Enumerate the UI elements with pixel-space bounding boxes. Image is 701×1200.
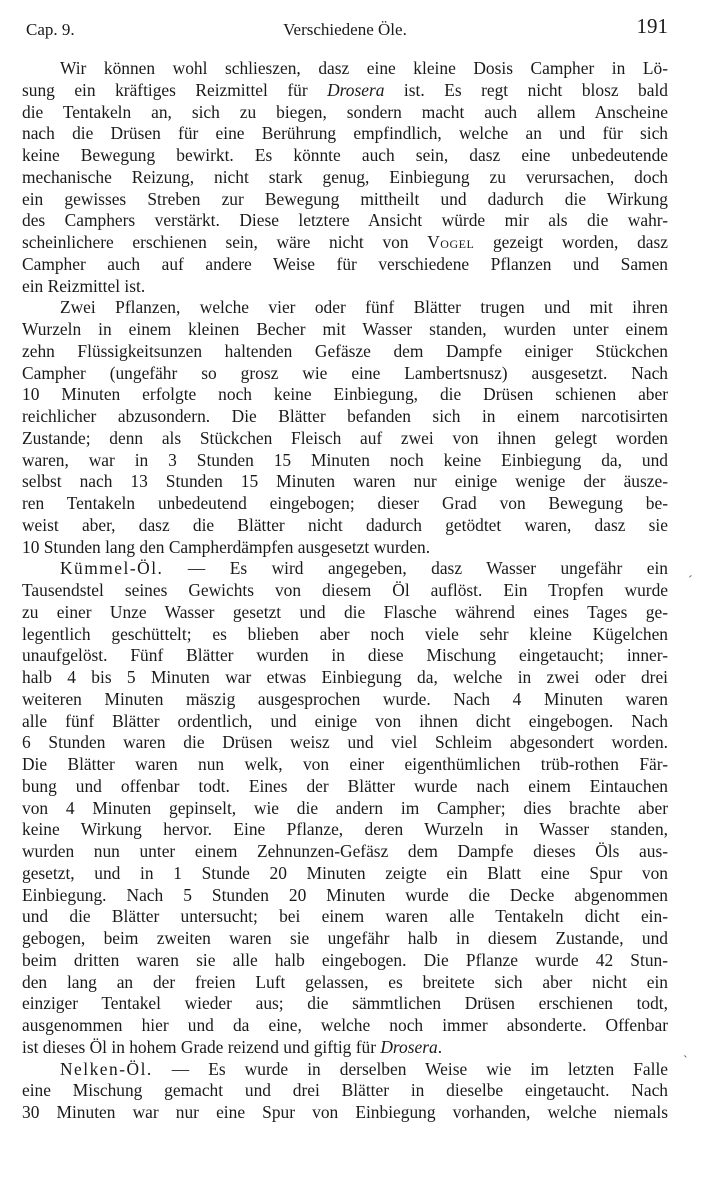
- page-number: 191: [636, 14, 668, 38]
- line-text: ist dieses Öl in hohem Grade reizend und giftig für Drosera.: [22, 1036, 443, 1057]
- margin-mark: ˋ: [683, 1054, 688, 1069]
- text-line: [22, 515, 668, 537]
- line-text: alle fünf Blätter ordentlich, und einige von ihnen dicht eingebogen. Nach: [22, 710, 668, 731]
- text-line: [22, 1015, 668, 1037]
- text-line: [22, 885, 668, 907]
- line-text: die Tentakeln an, sich zu biegen, sondern macht auch allem Anscheine: [22, 101, 668, 122]
- line-text: Die Blätter waren nun welk, von einer eigenthümlichen trüb-rothen Fär-: [22, 754, 668, 774]
- line-text: Wurzeln in einem kleinen Becher mit Wasser standen, wurden unter einem: [22, 319, 668, 339]
- text-line: [22, 276, 668, 298]
- line-text: Zwei Pflanzen, welche vier oder fünf Blätter trugen und mit ihren: [60, 297, 668, 318]
- line-text: — Es wurde in derselben Weise wie im letzten Falle: [152, 1058, 668, 1079]
- text-line: [22, 972, 668, 994]
- text-line: [22, 493, 668, 515]
- text-line: [22, 363, 668, 385]
- text-line: [22, 602, 668, 624]
- line-text: bung und offenbar todt. Eines der Blätter wurde nach einem Eintauchen: [22, 775, 668, 796]
- line-text: halb 4 bis 5 Minuten war etwas Einbiegung da, welche in zwei oder drei: [22, 667, 668, 687]
- text-line: [22, 189, 668, 211]
- line-text: mechanische Reizung, nicht stark genug, Einbiegung zu verursachen, doch: [22, 166, 668, 187]
- text-line: [22, 667, 668, 689]
- line-text: Campher (ungefähr so grosz wie eine Lambertsnusz) ausgesetzt. Nach: [22, 362, 668, 383]
- oil-heading: Kümmel-Öl.: [60, 558, 164, 579]
- oil-heading: Nelken-Öl.: [60, 1058, 153, 1079]
- line-text: weiteren Minuten mäszig ausgesprochen wurde. Nach 4 Minuten waren: [22, 688, 668, 709]
- text-line: [22, 841, 668, 863]
- line-text: einziger Tentakel wieder aus; die sämmtlichen Drüsen erschienen todt,: [22, 993, 668, 1014]
- running-title: Verschiedene Öle.: [283, 20, 407, 39]
- line-text: selbst nach 13 Stunden 15 Minuten waren nur einige wenige der äusze-: [22, 471, 668, 492]
- line-text: ein gewisses Streben zur Bewegung mittheilt und dadurch die Wirkung: [22, 188, 668, 209]
- text-line: [22, 624, 668, 646]
- species-name: Drosera: [380, 1036, 438, 1057]
- line-text: — Es wird angegeben, dasz Wasser ungefähr ein: [163, 558, 668, 579]
- text-line: [22, 450, 668, 472]
- line-text: 6 Stunden waren die Drüsen weisz und viel Schleim abgesondert worden.: [22, 732, 668, 753]
- text-line: [22, 80, 668, 102]
- text-line: [22, 384, 668, 406]
- line-text: gesetzt, und in 1 Stunde 20 Minuten zeigte ein Blatt eine Spur von: [22, 862, 668, 883]
- line-text: Einbiegung. Nach 5 Stunden 20 Minuten wurde die Decke abgenommen: [22, 884, 668, 905]
- line-text: nach die Drüsen für eine Berührung empfindlich, welche an und für sich: [22, 123, 668, 144]
- line-text: ren Tentakeln unbedeutend eingebogen; dieser Grad von Bewegung be-: [22, 493, 668, 513]
- author-name: Vogel: [427, 232, 475, 252]
- text-line: [22, 297, 668, 319]
- line-text: legentlich geschüttelt; es blieben aber noch viele sehr kleine Kügelchen: [22, 623, 668, 644]
- running-header: [22, 14, 668, 44]
- text-line: [22, 406, 668, 428]
- line-text: den lang an der freien Luft gelassen, es breitete sich aber nicht ein: [22, 971, 668, 992]
- line-text: zu einer Unze Wasser gesetzt und die Flasche während eines Tages ge-: [22, 601, 668, 622]
- line-text: keine Bewegung bewirkt. Es könnte auch sein, dasz eine unbedeutende: [22, 145, 668, 165]
- line-text: zehn Flüssigkeitsunzen haltenden Gefäsze dem Dampfe einiger Stückchen: [22, 340, 668, 361]
- line-text: beim dritten waren sie alle halb eingebogen. Die Pflanze wurde 42 Stun-: [22, 949, 668, 970]
- text-line: [22, 232, 668, 254]
- line-text: sung ein kräftiges Reizmittel für Drosera ist. Es regt nicht blosz bald: [22, 79, 668, 100]
- text-line: [22, 123, 668, 145]
- text-line: [22, 341, 668, 363]
- text-line: [22, 1102, 668, 1124]
- text-line: [22, 863, 668, 885]
- text-line: [22, 58, 668, 80]
- text-line: [22, 689, 668, 711]
- margin-mark: ˊ: [688, 574, 693, 589]
- text-line: [22, 993, 668, 1015]
- text-line: [22, 254, 668, 276]
- text-line: [22, 537, 668, 559]
- text-line: [22, 428, 668, 450]
- text-line: [22, 950, 668, 972]
- text-line: [22, 102, 668, 124]
- text-line: [22, 776, 668, 798]
- line-text: ausgenommen hier und da eine, welche noch immer absonderte. Offenbar: [22, 1015, 668, 1035]
- species-name: Drosera: [327, 79, 385, 100]
- line-text: ein Reizmittel ist.: [22, 275, 146, 296]
- text-line: [22, 819, 668, 841]
- text-line: [22, 1080, 668, 1102]
- text-line: [22, 145, 668, 167]
- line-text: keine Wirkung hervor. Eine Pflanze, deren Wurzeln in Wasser standen,: [22, 819, 668, 840]
- text-line: [22, 210, 668, 232]
- line-text: 10 Stunden lang den Campherdämpfen ausgesetzt wurden.: [22, 536, 431, 557]
- line-text: waren, war in 3 Stunden 15 Minuten noch keine Einbiegung da, und: [22, 449, 668, 470]
- text-line: [22, 906, 668, 928]
- line-text: Zustande; denn als Stückchen Fleisch auf zwei von ihnen gelegt worden: [22, 427, 668, 448]
- text-line: [22, 1059, 668, 1081]
- text-line: [22, 928, 668, 950]
- line-text: scheinlichere erschienen sein, wäre nicht von Vogel gezeigt worden, dasz: [22, 232, 668, 252]
- line-text: wurden nun unter einem Zehnunzen-Gefäsz dem Dampfe dieses Öls aus-: [22, 841, 668, 861]
- text-line: [22, 319, 668, 341]
- line-text: von 4 Minuten gepinselt, wie die andern im Campher; dies brachte aber: [22, 797, 668, 818]
- line-text: 10 Minuten erfolgte noch keine Einbiegung, die Drüsen schienen aber: [22, 384, 668, 405]
- body-text: [22, 58, 668, 1124]
- line-text: eine Mischung gemacht und drei Blätter in dieselbe eingetaucht. Nach: [22, 1080, 668, 1101]
- line-text: Wir können wohl schlieszen, dasz eine kleine Dosis Campher in Lö-: [60, 58, 668, 78]
- text-line: [22, 645, 668, 667]
- line-text: weist aber, dasz die Blätter nicht dadurch getödtet waren, dasz sie: [22, 514, 668, 535]
- line-text: Campher auch auf andere Weise für verschiedene Pflanzen und Samen: [22, 253, 668, 274]
- text-line: [22, 471, 668, 493]
- text-line: [22, 732, 668, 754]
- text-line: [22, 167, 668, 189]
- text-line: [22, 580, 668, 602]
- line-text: reichlicher abzusondern. Die Blätter befanden sich in einem narcotisirten: [22, 406, 668, 426]
- text-line: [22, 754, 668, 776]
- line-text: Tausendstel seines Gewichts von diesem Öl auflöst. Ein Tropfen wurde: [22, 580, 668, 600]
- text-line: [22, 798, 668, 820]
- line-text: gebogen, beim zweiten waren sie ungefähr halb in diesem Zustande, und: [22, 928, 668, 948]
- line-text: und die Blätter untersucht; bei einem waren alle Tentakeln dicht ein-: [22, 906, 668, 927]
- line-text: des Camphers verstärkt. Diese letztere Ansicht würde mir als die wahr-: [22, 210, 668, 231]
- line-text: 30 Minuten war nur eine Spur von Einbiegung vorhanden, welche niemals: [22, 1102, 668, 1122]
- chapter-label: Cap. 9.: [26, 20, 75, 39]
- text-line: [22, 1037, 668, 1059]
- book-page: [22, 14, 668, 1124]
- text-line: [22, 558, 668, 580]
- text-line: [22, 711, 668, 733]
- line-text: unaufgelöst. Fünf Blätter wurden in diese Mischung eingetaucht; inner-: [22, 645, 668, 666]
